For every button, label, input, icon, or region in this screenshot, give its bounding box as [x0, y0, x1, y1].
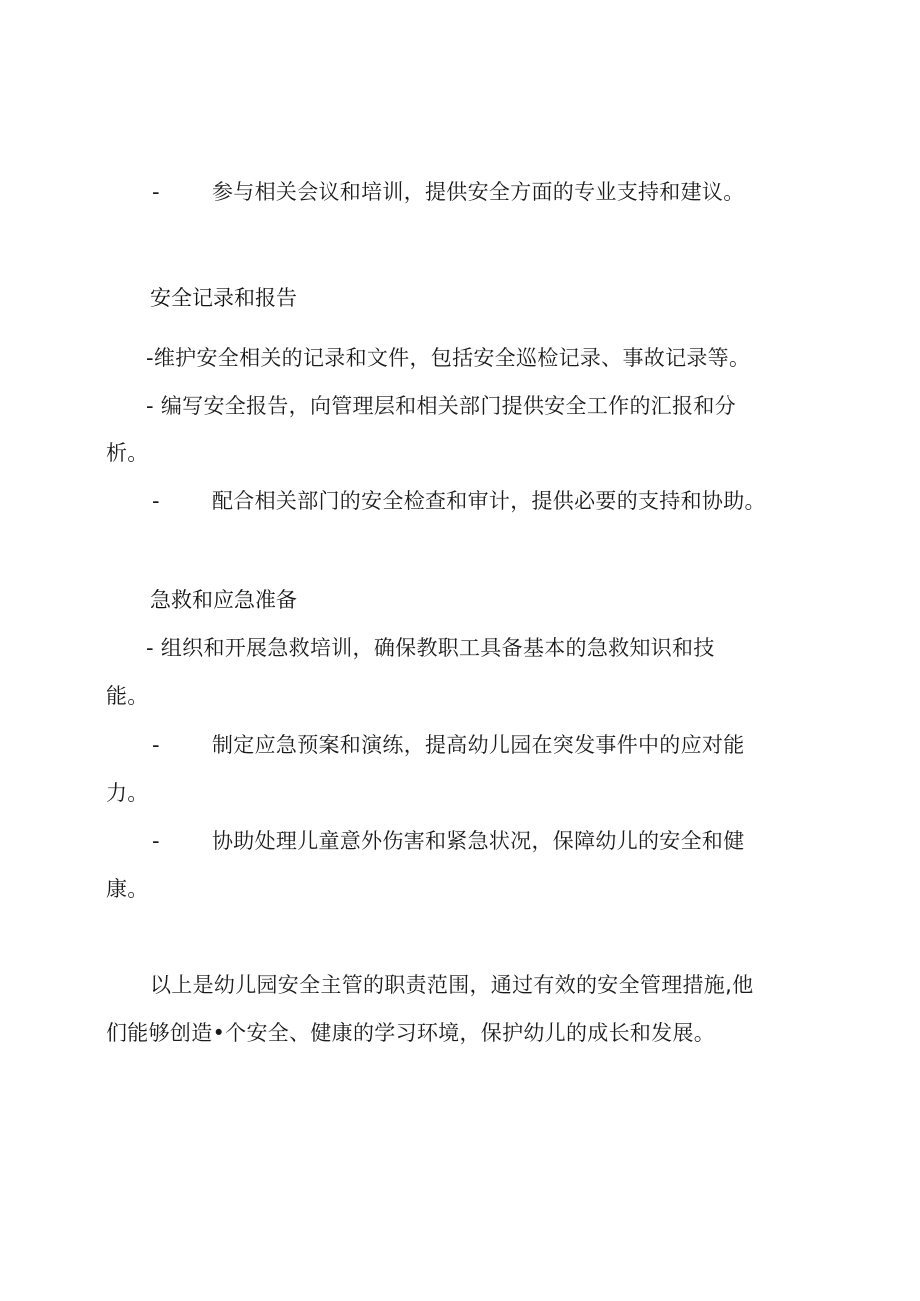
list-item-text: - 组织和开展急救培训，确保教职工具备基本的急救知识和技	[146, 636, 715, 660]
list-item-text: 参与相关会议和培训，提供安全方面的专业支持和建议。	[212, 180, 745, 204]
list-dash: -	[152, 733, 160, 757]
conclusion-text-continued: 们能够创造•个安全、健康的学习环境，保护幼儿的成长和发展。	[106, 1021, 716, 1045]
list-item-text: -维护安全相关的记录和文件，包括安全巡检记录、事故记录等。	[146, 346, 751, 370]
list-dash: -	[152, 829, 160, 853]
list-item-text: 协助处理儿童意外伤害和紧急状况，保障幼儿的安全和健	[212, 829, 745, 853]
conclusion-text: 以上是幼儿园安全主管的职责范围，通过有效的安全管理措施,他	[150, 973, 754, 997]
section-heading-first-aid: 急救和应急准备	[150, 588, 297, 612]
list-dash: -	[152, 180, 160, 204]
list-dash: -	[152, 489, 160, 513]
list-item-text: - 编写安全报告，向管理层和相关部门提供安全工作的汇报和分	[146, 394, 736, 418]
list-item-text-continued: 能。	[106, 684, 149, 708]
list-item-text: 制定应急预案和演练，提高幼儿园在突发事件中的应对能	[212, 733, 745, 757]
list-item-text-continued: 力。	[106, 781, 149, 805]
list-item-text-continued: 康。	[106, 877, 149, 901]
section-heading-records: 安全记录和报告	[150, 286, 297, 310]
list-item-text-continued: 析。	[106, 441, 149, 465]
list-item-text: 配合相关部门的安全检查和审计，提供必要的支持和协助。	[212, 489, 766, 513]
